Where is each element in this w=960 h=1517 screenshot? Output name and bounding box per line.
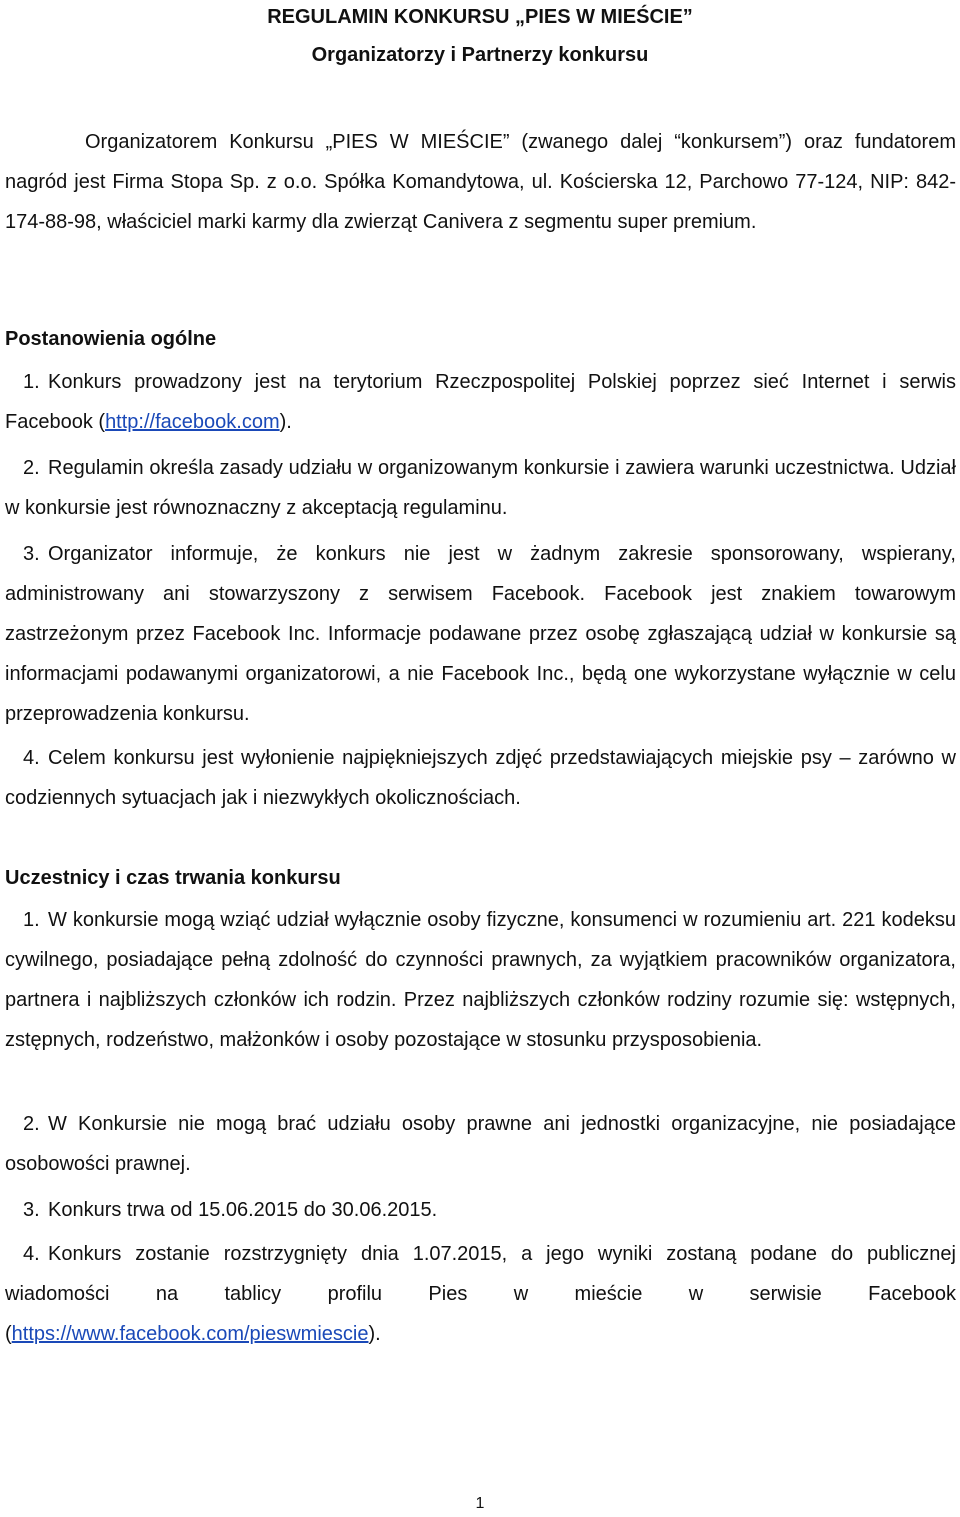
item-number: 3. bbox=[23, 543, 40, 565]
item-text-end: ). bbox=[279, 411, 292, 433]
section-heading-participants: Uczestnicy i czas trwania konkursu bbox=[5, 867, 341, 889]
item-text: Konkurs trwa od 15.06.2015 do 30.06.2015. bbox=[48, 1199, 438, 1221]
list-item bbox=[5, 1190, 956, 1230]
item-number: 4. bbox=[23, 1243, 40, 1265]
item-text: Konkurs prowadzony jest na terytorium Rzeczpospolitej Polskiej poprzez sieć Internet i serwis Facebook ( bbox=[5, 371, 956, 433]
item-text: W konkursie mogą wziąć udział wyłącznie osoby fizyczne, konsumenci w rozumieniu art. 221 kodeksu cywilnego, posiadające pełną zdolność do czynności prawnych, za wyjątkiem pracowników organizatora, partnera i najbliższych członków ich rodzin. Przez najbliższych członków rodziny rozumie się: wstępnych, zstępnych, rodzeństwo, małżonków i osoby pozostające w stosunku przysposobienia. bbox=[5, 909, 956, 1051]
item-text: Konkurs zostanie rozstrzygnięty dnia 1.07.2015, a jego wyniki zostaną podane do publicznej wiadomości na tablicy profilu Pies w mieście w serwisie Facebook ( bbox=[5, 1243, 956, 1345]
list-item bbox=[5, 448, 956, 528]
list-item bbox=[5, 738, 956, 818]
document-title: REGULAMIN KONKURSU „PIES W MIEŚCIE” bbox=[267, 6, 693, 28]
facebook-profile-link[interactable]: https://www.facebook.com/pieswmiescie bbox=[11, 1323, 369, 1345]
section-heading-general: Postanowienia ogólne bbox=[5, 328, 217, 350]
facebook-link[interactable]: http://facebook.com bbox=[105, 411, 280, 433]
item-text: Celem konkursu jest wyłonienie najpiękniejszych zdjęć przedstawiających miejskie psy – zarówno w codziennych sytuacjach jak i niezwykłych okolicznościach. bbox=[5, 747, 956, 809]
list-item bbox=[5, 362, 956, 442]
list-item bbox=[5, 1104, 956, 1184]
list-item bbox=[5, 534, 956, 734]
item-number: 1. bbox=[23, 909, 40, 931]
intro-paragraph: Organizatorem Konkursu „PIES W MIEŚCIE” (zwanego dalej “konkursem”) oraz fundatorem nagród jest Firma Stopa Sp. z o.o. Spółka Komandytowa, ul. Kościerska 12, Parchowo 77-124, NIP: 842-174-88-98, właściciel marki karmy dla zwierząt Canivera z segmentu super premium. bbox=[5, 131, 956, 233]
page-number: 1 bbox=[475, 1495, 485, 1512]
document-subtitle: Organizatorzy i Partnerzy konkursu bbox=[311, 44, 649, 66]
item-number: 2. bbox=[23, 457, 40, 479]
item-number: 1. bbox=[23, 371, 40, 393]
list-item bbox=[5, 1234, 956, 1354]
item-text: Organizator informuje, że konkurs nie jest w żadnym zakresie sponsorowany, wspierany, administrowany ani stowarzyszony z serwisem Facebook. Facebook jest znakiem towarowym zastrzeżonym przez Facebook Inc. Informacje podawane przez osobę zgłaszającą udział w konkursie są informacjami podawanymi organizatorowi, a nie Facebook Inc., będą one wykorzystane wyłącznie w celu przeprowadzenia konkursu. bbox=[5, 543, 956, 725]
item-text-end: ). bbox=[368, 1323, 381, 1345]
item-text: Regulamin określa zasady udziału w organizowanym konkursie i zawiera warunki uczestnictwa. Udział w konkursie jest równoznaczny z akceptacją regulaminu. bbox=[5, 457, 956, 519]
list-item bbox=[5, 900, 956, 1060]
item-number: 3. bbox=[23, 1199, 40, 1221]
item-text: W Konkursie nie mogą brać udziału osoby prawne ani jednostki organizacyjne, nie posiadające osobowości prawnej. bbox=[5, 1113, 956, 1175]
item-number: 2. bbox=[23, 1113, 40, 1135]
item-number: 4. bbox=[23, 747, 40, 769]
